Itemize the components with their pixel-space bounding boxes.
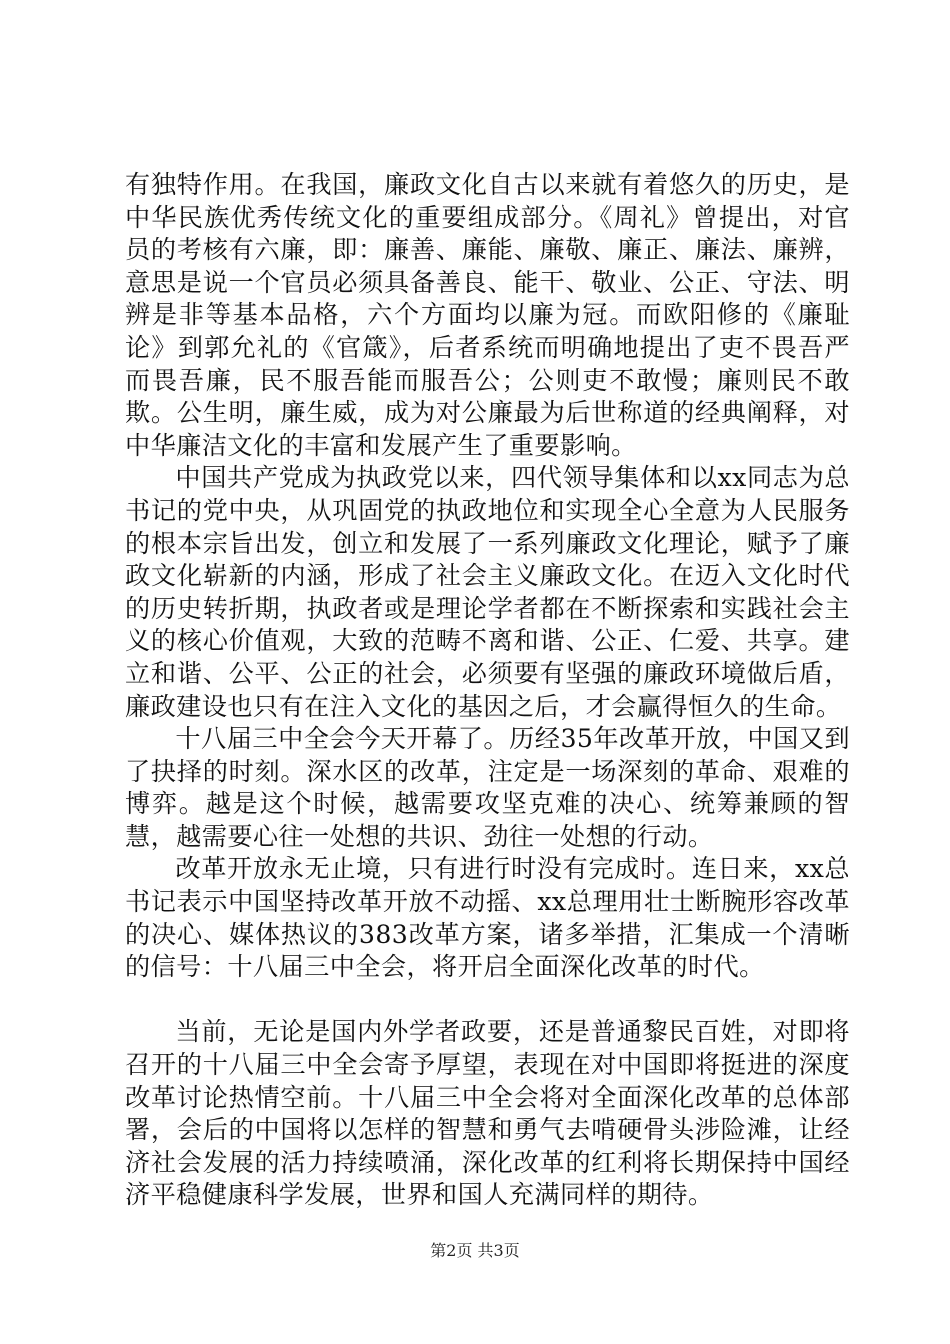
document-body: [125, 169, 850, 1212]
paragraph-reform-signal: 改革开放永无止境，只有进行时没有完成时。连日来，xx总书记表示中国坚持改革开放不动摇、xx总理用壮士断腕形容改革的决心、媒体热议的383改革方案，诸多举措，汇集成一个清晰的信号：十八届三中全会，将开启全面深化改革的时代。: [125, 854, 850, 982]
paragraph-spacer: [125, 984, 850, 1017]
paragraph-party-integrity-culture: 中国共产党成为执政党以来，四代领导集体和以xx同志为总书记的党中央，从巩固党的执政地位和实现全心全意为人民服务的根本宗旨出发，创立和发展了一系列廉政文化理论，赋予了廉政文化崭新的内涵，形成了社会主义廉政文化。在迈入文化时代的历史转折期，执政者或是理论学者都在不断探索和实践社会主义的核心价值观，大致的范畴不离和谐、公正、仁爱、共享。建立和谐、公平、公正的社会，必须要有坚强的廉政环境做后盾，廉政建设也只有在注入文化的基因之后，才会赢得恒久的生命。: [125, 463, 850, 721]
page-number-footer: 第2页 共3页: [430, 1241, 520, 1260]
paragraph-expectations: 当前，无论是国内外学者政要，还是普通黎民百姓，对即将召开的十八届三中全会寄予厚望，表现在对中国即将挺进的深度改革讨论热情空前。十八届三中全会将对全面深化改革的总体部署，会后的中国将以怎样的智慧和勇气去啃硬骨头涉险滩，让经济社会发展的活力持续喷涌，深化改革的红利将长期保持中国经济平稳健康科学发展，世界和国人充满同样的期待。: [125, 1017, 850, 1210]
paragraph-plenum-opening: 十八届三中全会今天开幕了。历经35年改革开放，中国又到了抉择的时刻。深水区的改革，注定是一场深刻的革命、艰难的博弈。越是这个时候，越需要攻坚克难的决心、统筹兼顾的智慧，越需要心往一处想的共识、劲往一处想的行动。: [125, 724, 850, 851]
paragraph-continued: 有独特作用。在我国，廉政文化自古以来就有着悠久的历史，是中华民族优秀传统文化的重要组成部分。《周礼》曾提出，对官员的考核有六廉，即：廉善、廉能、廉敬、廉正、廉法、廉辨，意思是说一个官员必须具备善良、能干、敬业、公正、守法、明辨是非等基本品格，六个方面均以廉为冠。而欧阳修的《廉耻论》到郭允礼的《官箴》，后者系统而明确地提出了吏不畏吾严而畏吾廉，民不服吾能而服吾公；公则吏不敢慢；廉则民不敢欺。公生明，廉生威，成为对公廉最为后世称道的经典阐释，对中华廉洁文化的丰富和发展产生了重要影响。: [125, 170, 850, 460]
